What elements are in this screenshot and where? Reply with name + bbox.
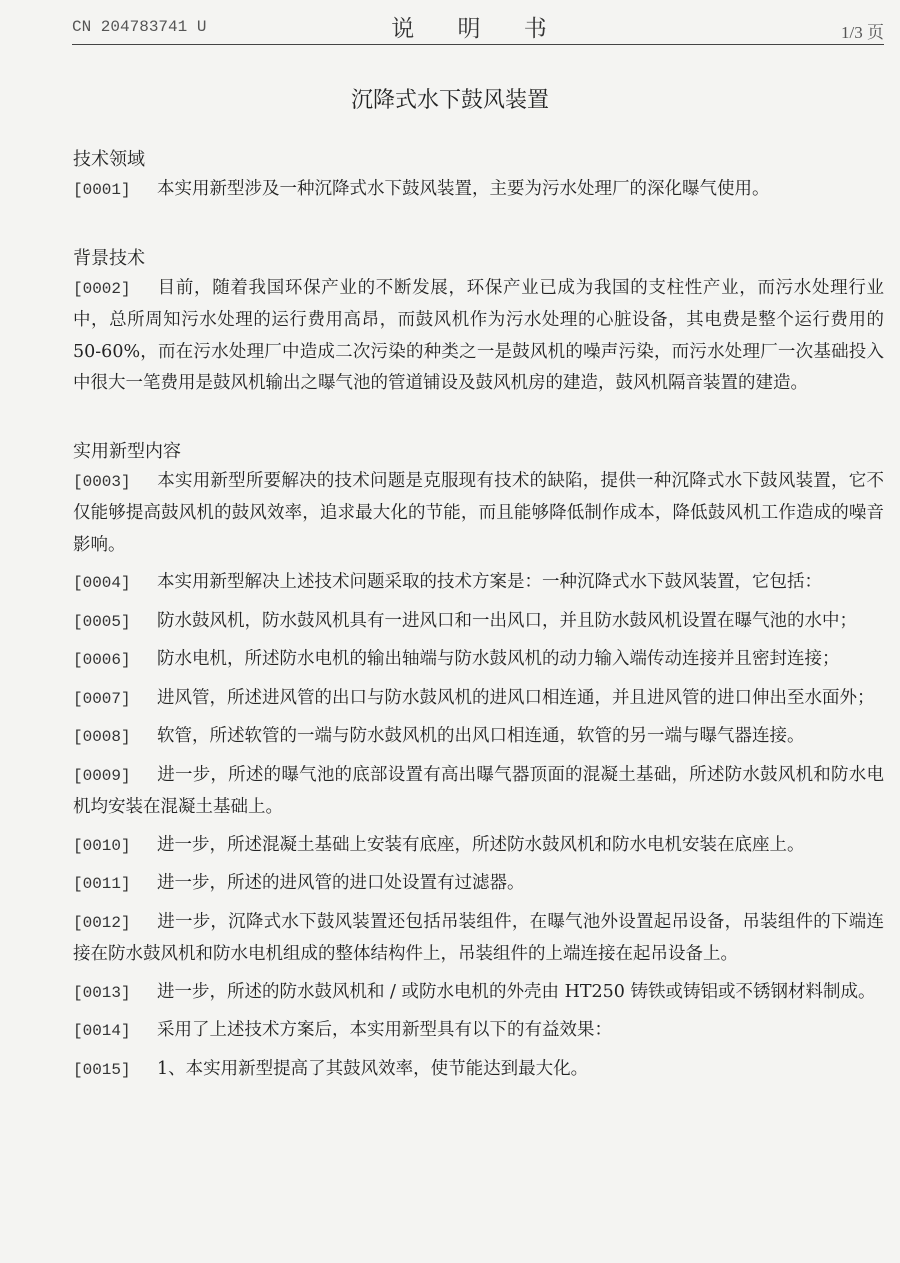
paragraph [73,760,884,824]
paragraph-text: 进一步，所述混凝土基础上安装有底座，所述防水鼓风机和防水电机安装在底座上。 [157,834,805,855]
document-type: 说 明 书 [391,16,565,42]
paragraph-number: [0004] [73,574,131,592]
paragraph-text: 本实用新型涉及一种沉降式水下鼓风装置，主要为污水处理厂的深化曝气使用。 [157,179,770,199]
paragraph-number: [0002] [73,279,131,298]
paragraph-number: [0012] [73,913,131,932]
paragraph [73,1054,884,1087]
paragraph [73,273,884,400]
paragraph-text: 防水电机，所述防水电机的输出轴端与防水鼓风机的动力输入端传动连接并且密封连接； [157,649,840,669]
paragraph [73,977,884,1010]
paragraph-text: 软管，所述软管的一端与防水鼓风机的出风口相连通，软管的另一端与曝气器连接。 [157,726,805,746]
paragraph-number: [0001] [73,181,131,199]
paragraph-number: [0013] [73,983,131,1002]
paragraph-number: [0010] [73,836,131,855]
section-heading: 实用新型内容 [73,440,181,462]
paragraph-number: [0011] [73,875,131,893]
paragraph [73,606,884,639]
paragraph-text: 进一步，沉降式水下鼓风装置还包括吊装组件，在曝气池外设置起吊设备，吊装组件的下端连接在防水鼓风机和防水电机组成的整体结构件上，吊装组件的上端连接在起吊设备上。 [73,911,884,964]
paragraph [73,907,884,971]
paragraph-number: [0009] [73,766,131,785]
paragraph-number: [0008] [73,728,131,746]
paragraph-text: 进一步，所述的曝气池的底部设置有高出曝气器顶面的混凝土基础，所述防水鼓风机和防水电机均安装在混凝土基础上。 [73,764,884,817]
section-heading: 技术领域 [73,149,145,170]
page-header [72,6,884,45]
paragraph [73,683,884,716]
section-heading: 背景技术 [73,247,145,269]
paragraph [73,830,884,863]
paragraph-text: 采用了上述技术方案后，本实用新型具有以下的有益效果： [157,1020,612,1040]
paragraph [73,868,884,901]
paragraph-number: [0006] [73,651,131,669]
document-body [73,146,884,1086]
paragraph-number: [0014] [73,1022,131,1040]
page-number: 1/3 页 [841,23,884,42]
paragraph-text: 本实用新型解决上述技术问题采取的技术方案是：一种沉降式水下鼓风装置，它包括： [157,572,822,592]
paragraph-number: [0015] [73,1060,131,1079]
paragraph [73,644,884,677]
paragraph [73,466,884,562]
paragraph-number: [0007] [73,689,131,708]
document-number: CN 204783741 U [72,18,207,36]
paragraph-text: 目前，随着我国环保产业的不断发展，环保产业已成为我国的支柱性产业，而污水处理行业中，总所周知污水处理的运行费用高昂，而鼓风机作为污水处理的心脏设备，其电费是整个运行费用的 50-60%，而在污水处理厂中造成二次污染的种类之一是鼓风机的噪声污染，而污水处理厂一次基础投入中很大一笔费用是鼓风机输出之曝气池的管道铺设及鼓风机房的建造，鼓风机隔音装置的建造。 [73,277,884,393]
paragraph-text: 1、本实用新型提高了其鼓风效率，使节能达到最大化。 [157,1058,589,1079]
paragraph [73,721,884,754]
paragraph-text: 进风管，所述进风管的出口与防水鼓风机的进风口相连通，并且进风管的进口伸出至水面外； [157,687,875,708]
paragraph-number: [0003] [73,472,131,491]
paragraph [73,174,884,207]
paragraph-text: 进一步，所述的防水鼓风机和 / 或防水电机的外壳由 HT250 铸铁或铸铝或不锈钢材料制成。 [157,981,876,1002]
paragraph-text: 防水鼓风机，防水鼓风机具有一进风口和一出风口，并且防水鼓风机设置在曝气池的水中； [157,610,857,631]
document-title: 沉降式水下鼓风装置 [350,88,549,113]
paragraph-text: 进一步，所述的进风管的进口处设置有过滤器。 [157,873,525,893]
paragraph [73,1015,884,1048]
paragraph-number: [0005] [73,612,131,631]
paragraph-text: 本实用新型所要解决的技术问题是克服现有技术的缺陷，提供一种沉降式水下鼓风装置，它不仅能够提高鼓风机的鼓风效率，追求最大化的节能，而且能够降低制作成本，降低鼓风机工作造成的噪音影响。 [73,470,884,555]
paragraph [73,567,884,600]
